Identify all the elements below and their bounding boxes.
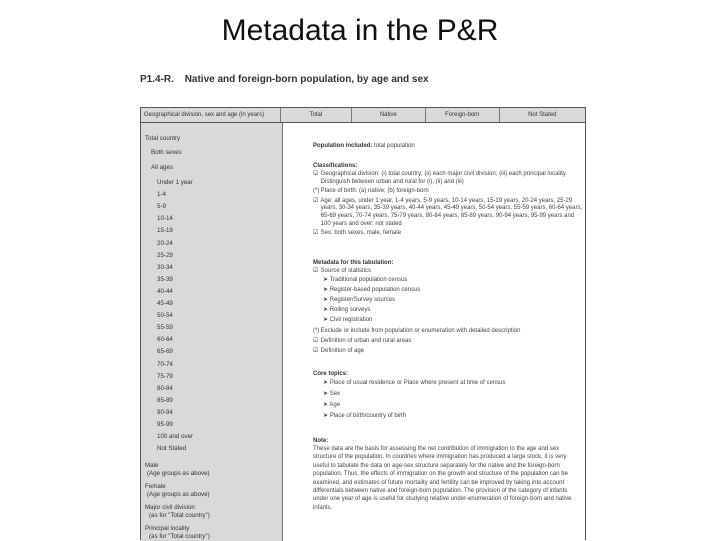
note-line: differentials between native and foreign-born population. The provision of the category of infants <box>313 488 568 494</box>
core-topics-heading: Core topics: <box>313 371 349 377</box>
table-header <box>141 108 585 123</box>
classification-line <box>313 171 567 179</box>
classification-text: Age: all ages, under 1 year, 1-4 years, 5-9 years, 10-14 years, 15-19 years, 20-24 years, 25-29 <box>319 197 573 204</box>
note-line: structure of the population. In countries where immigration has produced a large stock, it is very <box>313 454 567 461</box>
metadata-item-text: Exclude or include from population or enumeration with detailed description <box>319 328 521 334</box>
stub-age-row: 35-39 <box>157 275 173 283</box>
stub-all-ages: All ages <box>151 164 174 171</box>
classification-text: Sex: both sexes, male, female <box>319 230 402 237</box>
stub-age-row: 40-44 <box>157 287 173 295</box>
metadata-item-text: Definition of urban and rural areas <box>319 338 412 344</box>
note-line: population. Thus, the effects of immigration on the growth and structure of the population can be <box>313 471 568 478</box>
stub-female-sub: (Age groups as above) <box>147 491 210 498</box>
metadata-heading: Metadata for this tabulation: <box>313 260 394 266</box>
stub-major-civil-sub: (as for "Total country") <box>149 512 210 519</box>
classification-line <box>313 221 402 229</box>
table-title-text: Native and foreign-born population, by age and sex <box>184 74 429 85</box>
column-header-foreign-born: Foreign-born <box>426 108 500 122</box>
stub-age-row: 75-79 <box>157 372 173 380</box>
core-topic-item: ➤ Place of birth/country of birth <box>323 413 407 419</box>
stub-age-row: 20-24 <box>157 239 173 247</box>
source-label: ☑ Source of statistics <box>313 268 372 274</box>
metadata-item <box>313 348 364 356</box>
core-topic-item: ➤ Sex <box>323 391 341 397</box>
stub-age-row: 80-84 <box>157 384 173 392</box>
population-included-label: Population included: <box>313 143 373 149</box>
core-topic-item: ➤ Age <box>323 402 341 408</box>
classification-text: 100 years and over; not stated <box>319 220 402 227</box>
stub-major-civil: Major civil division <box>145 504 195 511</box>
stub-age-row: 65-69 <box>157 348 173 356</box>
stub-age-row: 50-54 <box>157 312 173 320</box>
column-header-geo: Geographical division, sex and age (in years) <box>141 108 281 122</box>
classification-line <box>313 213 574 221</box>
source-item: ➤ Register-based population census <box>323 287 421 293</box>
column-header-total: Total <box>281 108 352 122</box>
stub-age-row: 100 and over <box>157 433 194 441</box>
classification-text: Place of birth: (a) native; (b) foreign-born <box>319 188 429 195</box>
stub-age-row: 25-29 <box>157 251 173 259</box>
check-mark-icon: ☑ <box>313 338 319 344</box>
check-mark-icon: (*) <box>313 188 320 195</box>
stub-both-sexes: Both sexes <box>151 149 182 156</box>
note-line: These data are the basis for assessing the net contribution of immigration to the age and sex <box>313 446 560 452</box>
stub-age-row: 5-9 <box>157 203 166 211</box>
check-mark-icon: ☑ <box>313 230 319 237</box>
column-header-native: Native <box>352 108 427 122</box>
classification-text: Geographical division: (i) total country; (ii) each major civil division; (iii) each principal locality. <box>319 171 567 177</box>
stub-age-row: 85-89 <box>157 396 173 404</box>
classification-line <box>313 188 429 196</box>
classifications-heading: Classifications: <box>313 163 358 169</box>
classification-line <box>313 179 464 187</box>
row-stub <box>141 123 283 541</box>
stub-principal-locality: Principal locality <box>145 525 190 532</box>
stub-age-row: 95-99 <box>157 421 173 428</box>
stub-age-row: 60-64 <box>157 336 173 344</box>
stub-age-row: 70-74 <box>157 360 173 368</box>
classification-text: 65-69 years, 70-74 years, 75-79 years, 80-84 years, 85-89 years, 90-94 years, 95-99 years and <box>319 213 575 219</box>
source-item: ➤ Traditional population census <box>323 277 408 283</box>
check-mark-icon: ☑ <box>313 197 319 204</box>
note-line: infants. <box>313 504 333 511</box>
stub-age-row: 45-49 <box>157 300 173 307</box>
stub-age-row: 1-4 <box>157 191 166 199</box>
source-item: ➤ Rolling surveys <box>323 307 371 313</box>
metadata-item <box>313 328 520 336</box>
source-item: ➤ Register/Survey sources <box>323 297 396 303</box>
stub-principal-locality-sub: (as for "Total country") <box>149 533 210 540</box>
stub-age-row: 15-19 <box>157 227 173 235</box>
classification-line <box>313 205 582 213</box>
classification-text: Distinguish between urban and rural for (i), (ii) and (iii) <box>319 178 464 185</box>
population-included <box>313 143 415 151</box>
metadata-item-text: Definition of age <box>319 348 365 354</box>
stub-age-row: 10-14 <box>157 215 173 223</box>
population-included-value: total population <box>374 143 415 149</box>
table-title <box>140 74 429 85</box>
tabulation-frame <box>140 107 586 540</box>
core-topic-item: ➤ Place of usual residence or Place where present at time of census <box>323 380 506 386</box>
source-item: ➤ Civil registration <box>323 317 373 323</box>
note-line: examined, and estimates of future mortality and fertility can be improved by taking into account <box>313 479 565 486</box>
stub-total-country: Total country <box>145 135 181 142</box>
stub-age-row: Not Stated <box>157 445 187 453</box>
metadata-item <box>313 338 411 346</box>
classification-line <box>313 198 572 206</box>
check-mark-icon: (*) <box>313 328 320 334</box>
source-label-text: Source of statistics <box>320 268 372 274</box>
column-header-not-stated: Not Stated <box>528 112 557 118</box>
stub-age-row: 90-94 <box>157 408 173 416</box>
stub-age-row: 30-34 <box>157 263 173 271</box>
classification-text: years, 30-34 years, 35-39 years, 40-44 years, 45-49 years, 50-54 years, 55-59 years, 60-64 years, <box>319 205 583 212</box>
stub-female: Female <box>145 483 166 490</box>
stub-male-sub: (Age groups as above) <box>147 470 210 477</box>
note-line: under one year of age is useful for studying relative under-enumeration of foreign-born and native <box>313 496 572 503</box>
check-mark-icon: ☑ <box>313 348 319 354</box>
classification-line <box>313 230 401 238</box>
metadata-body <box>283 123 585 541</box>
slide-title: Metadata in the P&R <box>221 14 499 47</box>
table-number: P1.4-R. <box>140 74 174 85</box>
check-mark-icon: ☑ <box>313 171 319 177</box>
stub-age-row: Under 1 year <box>157 179 193 186</box>
stub-male: Male <box>145 462 159 469</box>
note-heading: Note: <box>313 438 329 444</box>
note-line: useful to tabulate the data on age-sex structure separately for the native and the foreign-born <box>313 462 560 469</box>
stub-age-row: 55-59 <box>157 324 173 332</box>
